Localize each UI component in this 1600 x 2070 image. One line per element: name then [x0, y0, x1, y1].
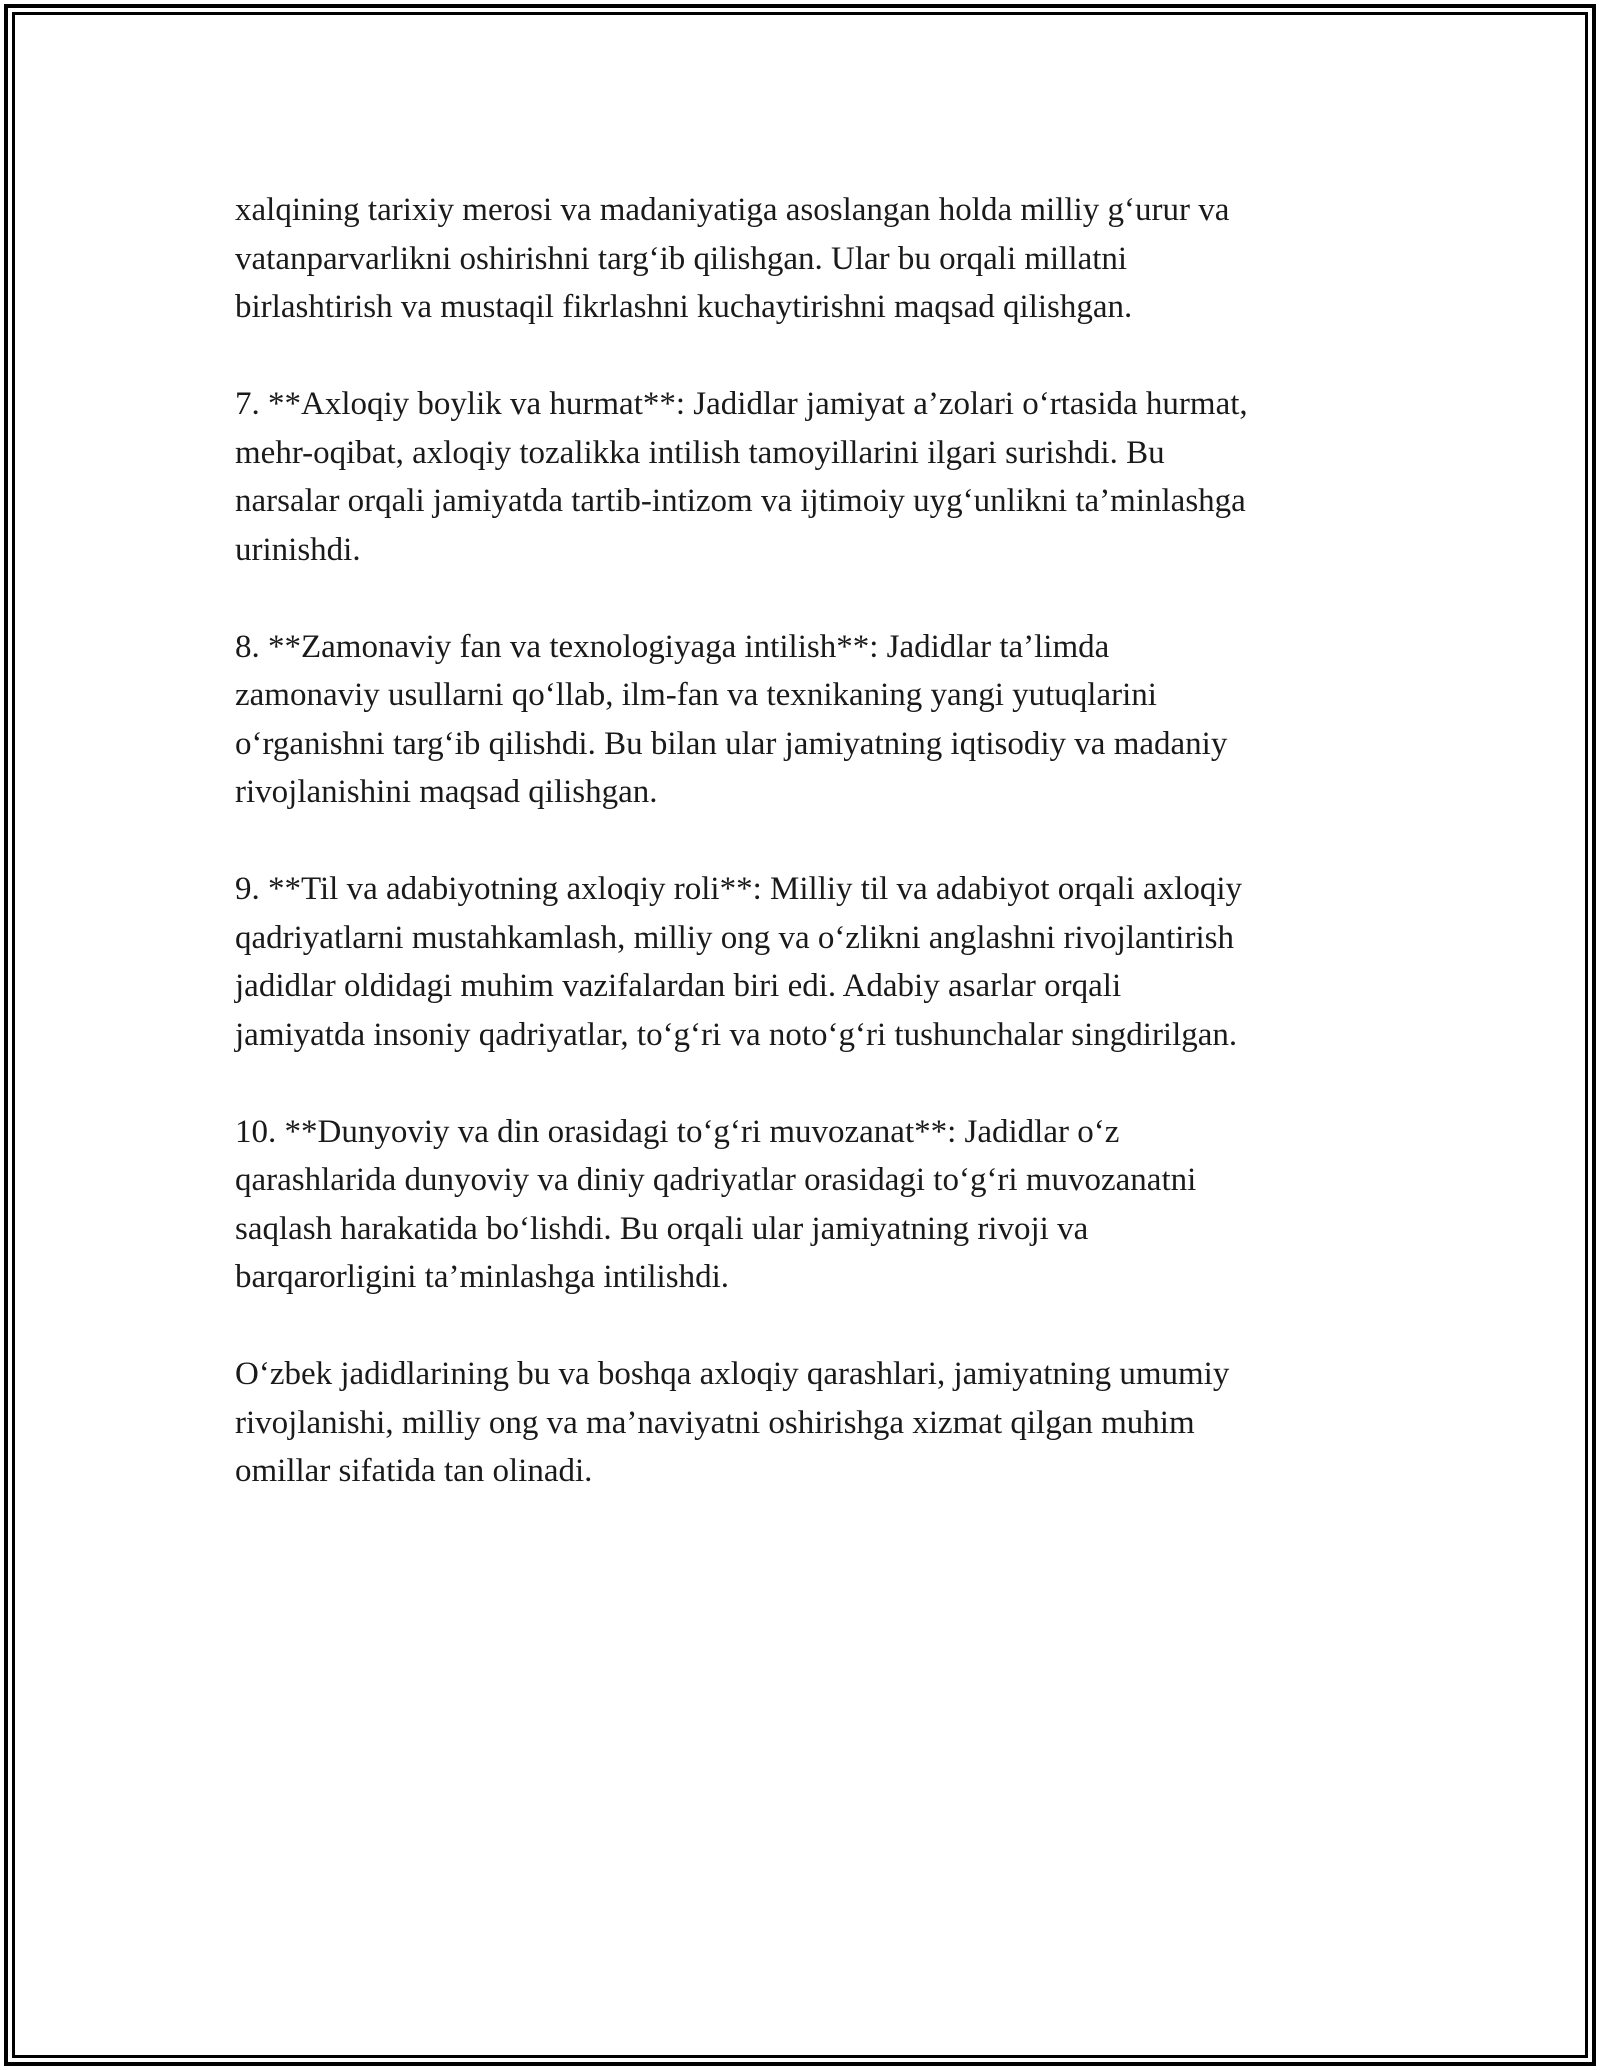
text-line: xalqining tarixiy merosi va madaniyatiga asoslangan holda milliy g‘urur va [235, 192, 1230, 228]
text-line: qadriyatlarni mustahkamlash, milliy ong va o‘zlikni anglashni rivojlantirish [235, 919, 1234, 956]
text-line: jamiyatda insoniy qadriyatlar, to‘g‘ri va noto‘g‘ri tushunchalar singdirilgan. [235, 1016, 1238, 1053]
text-line: rivojlanishi, milliy ong va ma’naviyatni oshirishga xizmat qilgan muhim [235, 1404, 1195, 1441]
text-line: 8. **Zamonaviy fan va texnologiyaga intilish**: Jadidlar ta’limda [235, 628, 1110, 665]
text-line: rivojlanishini maqsad qilishgan. [235, 774, 658, 810]
text-line: jadidlar oldidagi muhim vazifalardan biri edi. Adabiy asarlar orqali [235, 968, 1122, 1004]
paragraph-item-7 [235, 380, 1380, 574]
text-line: narsalar orqali jamiyatda tartib-intizom va ijtimoiy uyg‘unlikni ta’minlashga [235, 483, 1246, 519]
text-line: barqarorligini ta’minlashga intilishdi. [235, 1259, 729, 1295]
text-line: 7. **Axloqiy boylik va hurmat**: Jadidlar jamiyat a’zolari o‘rtasida hurmat, [235, 386, 1248, 422]
text-line: birlashtirish va mustaqil fikrlashni kuchaytirishni maqsad qilishgan. [235, 289, 1133, 325]
text-line: saqlash harakatida bo‘lishdi. Bu orqali ular jamiyatning rivoji va [235, 1210, 1089, 1247]
text-line: mehr-oqibat, axloqiy tozalikka intilish tamoyillarini ilgari surishdi. Bu [235, 434, 1165, 471]
paragraph-item-8 [235, 623, 1380, 817]
paragraph-intro-continuation [235, 186, 1380, 332]
text-line: qarashlarida dunyoviy va diniy qadriyatlar orasidagi to‘g‘ri muvozanatni [235, 1162, 1197, 1198]
document-body [235, 186, 1380, 1544]
paragraph-conclusion [235, 1350, 1380, 1496]
text-line: omillar sifatida tan olinadi. [235, 1453, 593, 1489]
text-line: zamonaviy usullarni qo‘llab, ilm-fan va texnikaning yangi yutuqlarini [235, 677, 1157, 713]
text-line: 10. **Dunyoviy va din orasidagi to‘g‘ri muvozanat**: Jadidlar o‘z [235, 1113, 1120, 1150]
text-line: o‘rganishni targ‘ib qilishdi. Bu bilan ular jamiyatning iqtisodiy va madaniy [235, 725, 1228, 762]
text-line: 9. **Til va adabiyotning axloqiy roli**: Milliy til va adabiyot orqali axloqiy [235, 871, 1243, 907]
paragraph-item-9 [235, 865, 1380, 1059]
paragraph-item-10 [235, 1108, 1380, 1302]
text-line: urinishdi. [235, 531, 361, 568]
text-line: O‘zbek jadidlarining bu va boshqa axloqiy qarashlari, jamiyatning umumiy [235, 1356, 1230, 1392]
text-line: vatanparvarlikni oshirishni targ‘ib qilishgan. Ular bu orqali millatni [235, 240, 1128, 277]
